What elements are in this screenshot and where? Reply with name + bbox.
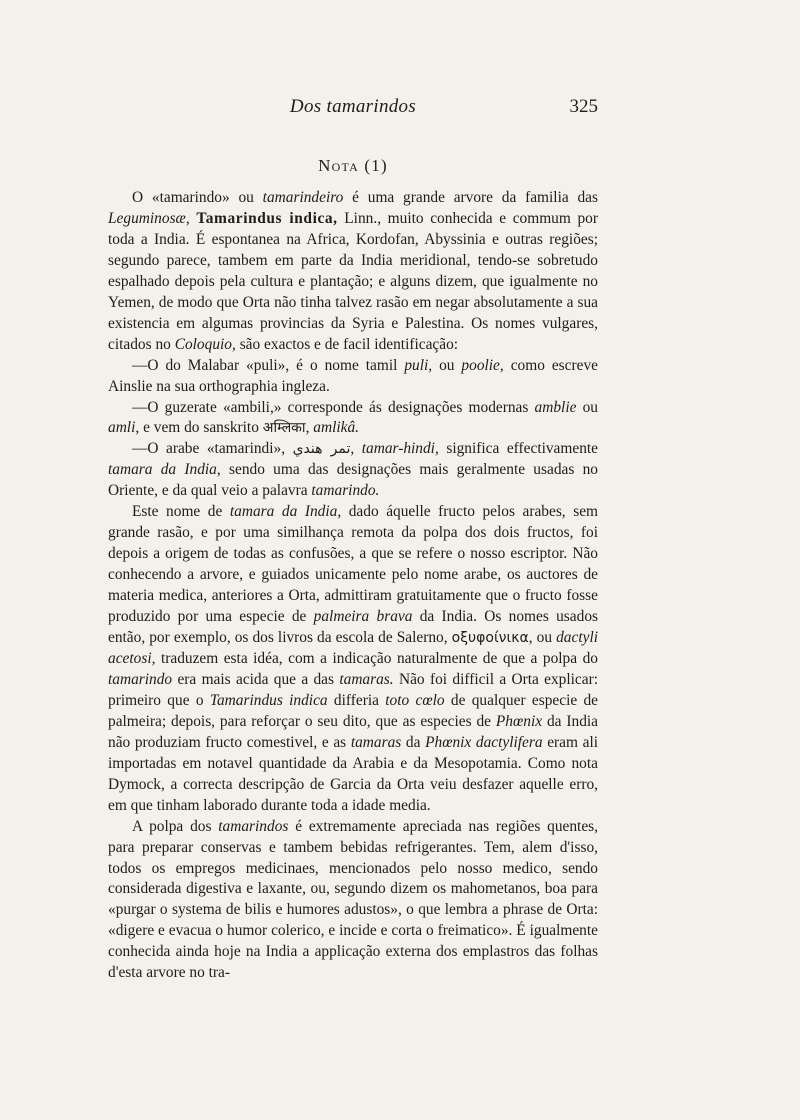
text-run: A polpa dos: [132, 817, 219, 835]
text-run: —O guzerate «ambili,» corresponde ás designações modernas: [132, 398, 535, 416]
italic-term: tamaras.: [339, 670, 394, 688]
arabic-word: تمر هندي: [292, 441, 351, 458]
italic-term: tamar-hindi,: [361, 440, 439, 458]
text-run: e vem do sanskrito: [139, 419, 263, 437]
italic-term: tamarindo.: [311, 482, 380, 500]
text-run: traduzem esta idéa, com a indicação naturalmente de que a polpa do: [155, 649, 598, 667]
italic-term: dactyli acetosi,: [108, 629, 598, 667]
italic-term: Phœnix dactylifera: [425, 733, 543, 751]
italic-term: Phœnix: [495, 712, 543, 730]
sanskrit-word: अम्लिका: [262, 420, 306, 437]
text-run: —O arabe «tamarindi»,: [132, 440, 293, 458]
italic-term: Coloquio,: [174, 335, 236, 353]
text-run: ,: [305, 419, 314, 437]
paragraph-3: [108, 398, 598, 440]
italic-term: toto cœlo: [385, 691, 445, 709]
italic-term: tamarindos: [218, 817, 289, 835]
text-run: são exactos e de facil identificação:: [235, 335, 459, 353]
italic-term: puli,: [404, 356, 433, 374]
text-run: dado áquelle fructo pelos arabes, sem grande rasão, e por uma similhança remota da polpa dos dois fructos, foi depois a origem de todas as confusões, a que se refere o nosso escriptor. Não conhecendo a arvore, e guiados unicamente pelo nome arabe, os auctores de materia medica, anteriores a Orta, admittiram gratuitamente que o fructo fosse produzido por uma especie de: [108, 503, 598, 626]
text-run: de qualquer especie de palmeira; depois, para reforçar o seu dito, que as especies de: [108, 691, 599, 730]
page-number: 325: [569, 96, 598, 117]
italic-term: tamarindo: [108, 670, 173, 688]
text-run: ou: [432, 356, 462, 374]
text-run: , ou: [528, 629, 557, 647]
running-head: [108, 96, 598, 122]
italic-term: palmeira brava: [313, 608, 413, 626]
text-run: eram ali importadas em notavel quantidade da Arabia e da Mesopotamia. Como nota Dymock, a correcta descripção de Garcia da Orta veiu desfazer aquelle erro, em que tinham laborado durante toda a idade media.: [108, 733, 599, 814]
paragraph-2: [108, 356, 598, 398]
italic-term: amblie: [534, 398, 577, 416]
text-run: sendo uma das designações mais geralmente usadas no Oriente, e da qual veio a palavra: [108, 461, 598, 500]
italic-term: tamara da India,: [229, 503, 342, 521]
text-run: da India. Os nomes usados então, por exemplo, os dos livros da escola de Salerno,: [108, 608, 599, 647]
italic-term: tamara da India,: [108, 461, 221, 479]
bold-taxon-name: Tamarindus indica,: [196, 209, 338, 227]
italic-term: amlikâ.: [313, 419, 360, 437]
text-run: O «tamarindo» ou: [132, 189, 263, 206]
italic-term: tamarindeiro: [262, 189, 344, 206]
text-run: —O do Malabar «puli», é o nome tamil: [132, 356, 405, 374]
italic-term: poolie,: [461, 356, 504, 374]
section-heading: Nota (1): [318, 156, 388, 175]
text-run: significa effectivamente: [438, 440, 598, 458]
italic-term: Tamarindus indica: [209, 691, 328, 709]
running-title: Dos tamarindos: [289, 96, 417, 117]
text-run: Não foi difficil a Orta explicar: primeiro que o: [108, 670, 598, 709]
text-run: é extremamente apreciada nas regiões quentes, para preparar conservas e tambem bebidas refrigerantes. Tem, alem d'isso, todos os empregos medicinaes, mencionados pelo nosso medico, sendo considerada digestiva e laxante, ou, segundo dizem os mahometanos, boa para «purgar o systema de bilis e humores adustos», o que lembra a phrase de Orta: «digere e evacua o humor colerico, e incide e corta o freimatico». É igualmente conhecida ainda hoje na India a applicação externa dos emplastros das folhas d'esta arvore no tra-: [108, 817, 598, 982]
text-run: Linn., muito conhecida e commum por toda a India. É espontanea na Africa, Kordofan, Abyssinia e outras regiões; segundo parece, tambem em parte da India meridional, tendo-se sobretudo espalhado depois pela cultura e plantação; e alguns dizem, que igualmente no Yemen, de modo que Orta não tinha talvez rasão em negar absolutamente a sua existencia em algumas provincias da Syria e Palestina. Os nomes vulgares, citados no: [108, 209, 598, 353]
text-run: ou: [576, 398, 598, 416]
italic-term: Leguminosæ,: [108, 209, 190, 227]
text-run: é uma grande arvore da familia das: [343, 189, 598, 206]
paragraph-6: [108, 817, 598, 985]
text-run: da: [401, 733, 426, 751]
text-run: era mais acida que a das: [172, 670, 340, 688]
italic-term: tamaras: [350, 733, 402, 751]
paragraph-4: [108, 439, 598, 502]
text-run: da India não produziam fructo comestivel, e as: [108, 712, 598, 751]
italic-term: amli,: [108, 419, 140, 437]
greek-word: οξυφοίνικα: [451, 630, 529, 647]
body-text: [108, 188, 598, 984]
paragraph-1: [108, 188, 598, 356]
paragraph-5: [108, 502, 598, 816]
text-run: como escreve Ainslie na sua orthographia ingleza.: [108, 356, 598, 395]
text-run: ,: [350, 440, 362, 458]
text-run: Este nome de: [132, 503, 230, 521]
text-run: differia: [327, 691, 386, 709]
